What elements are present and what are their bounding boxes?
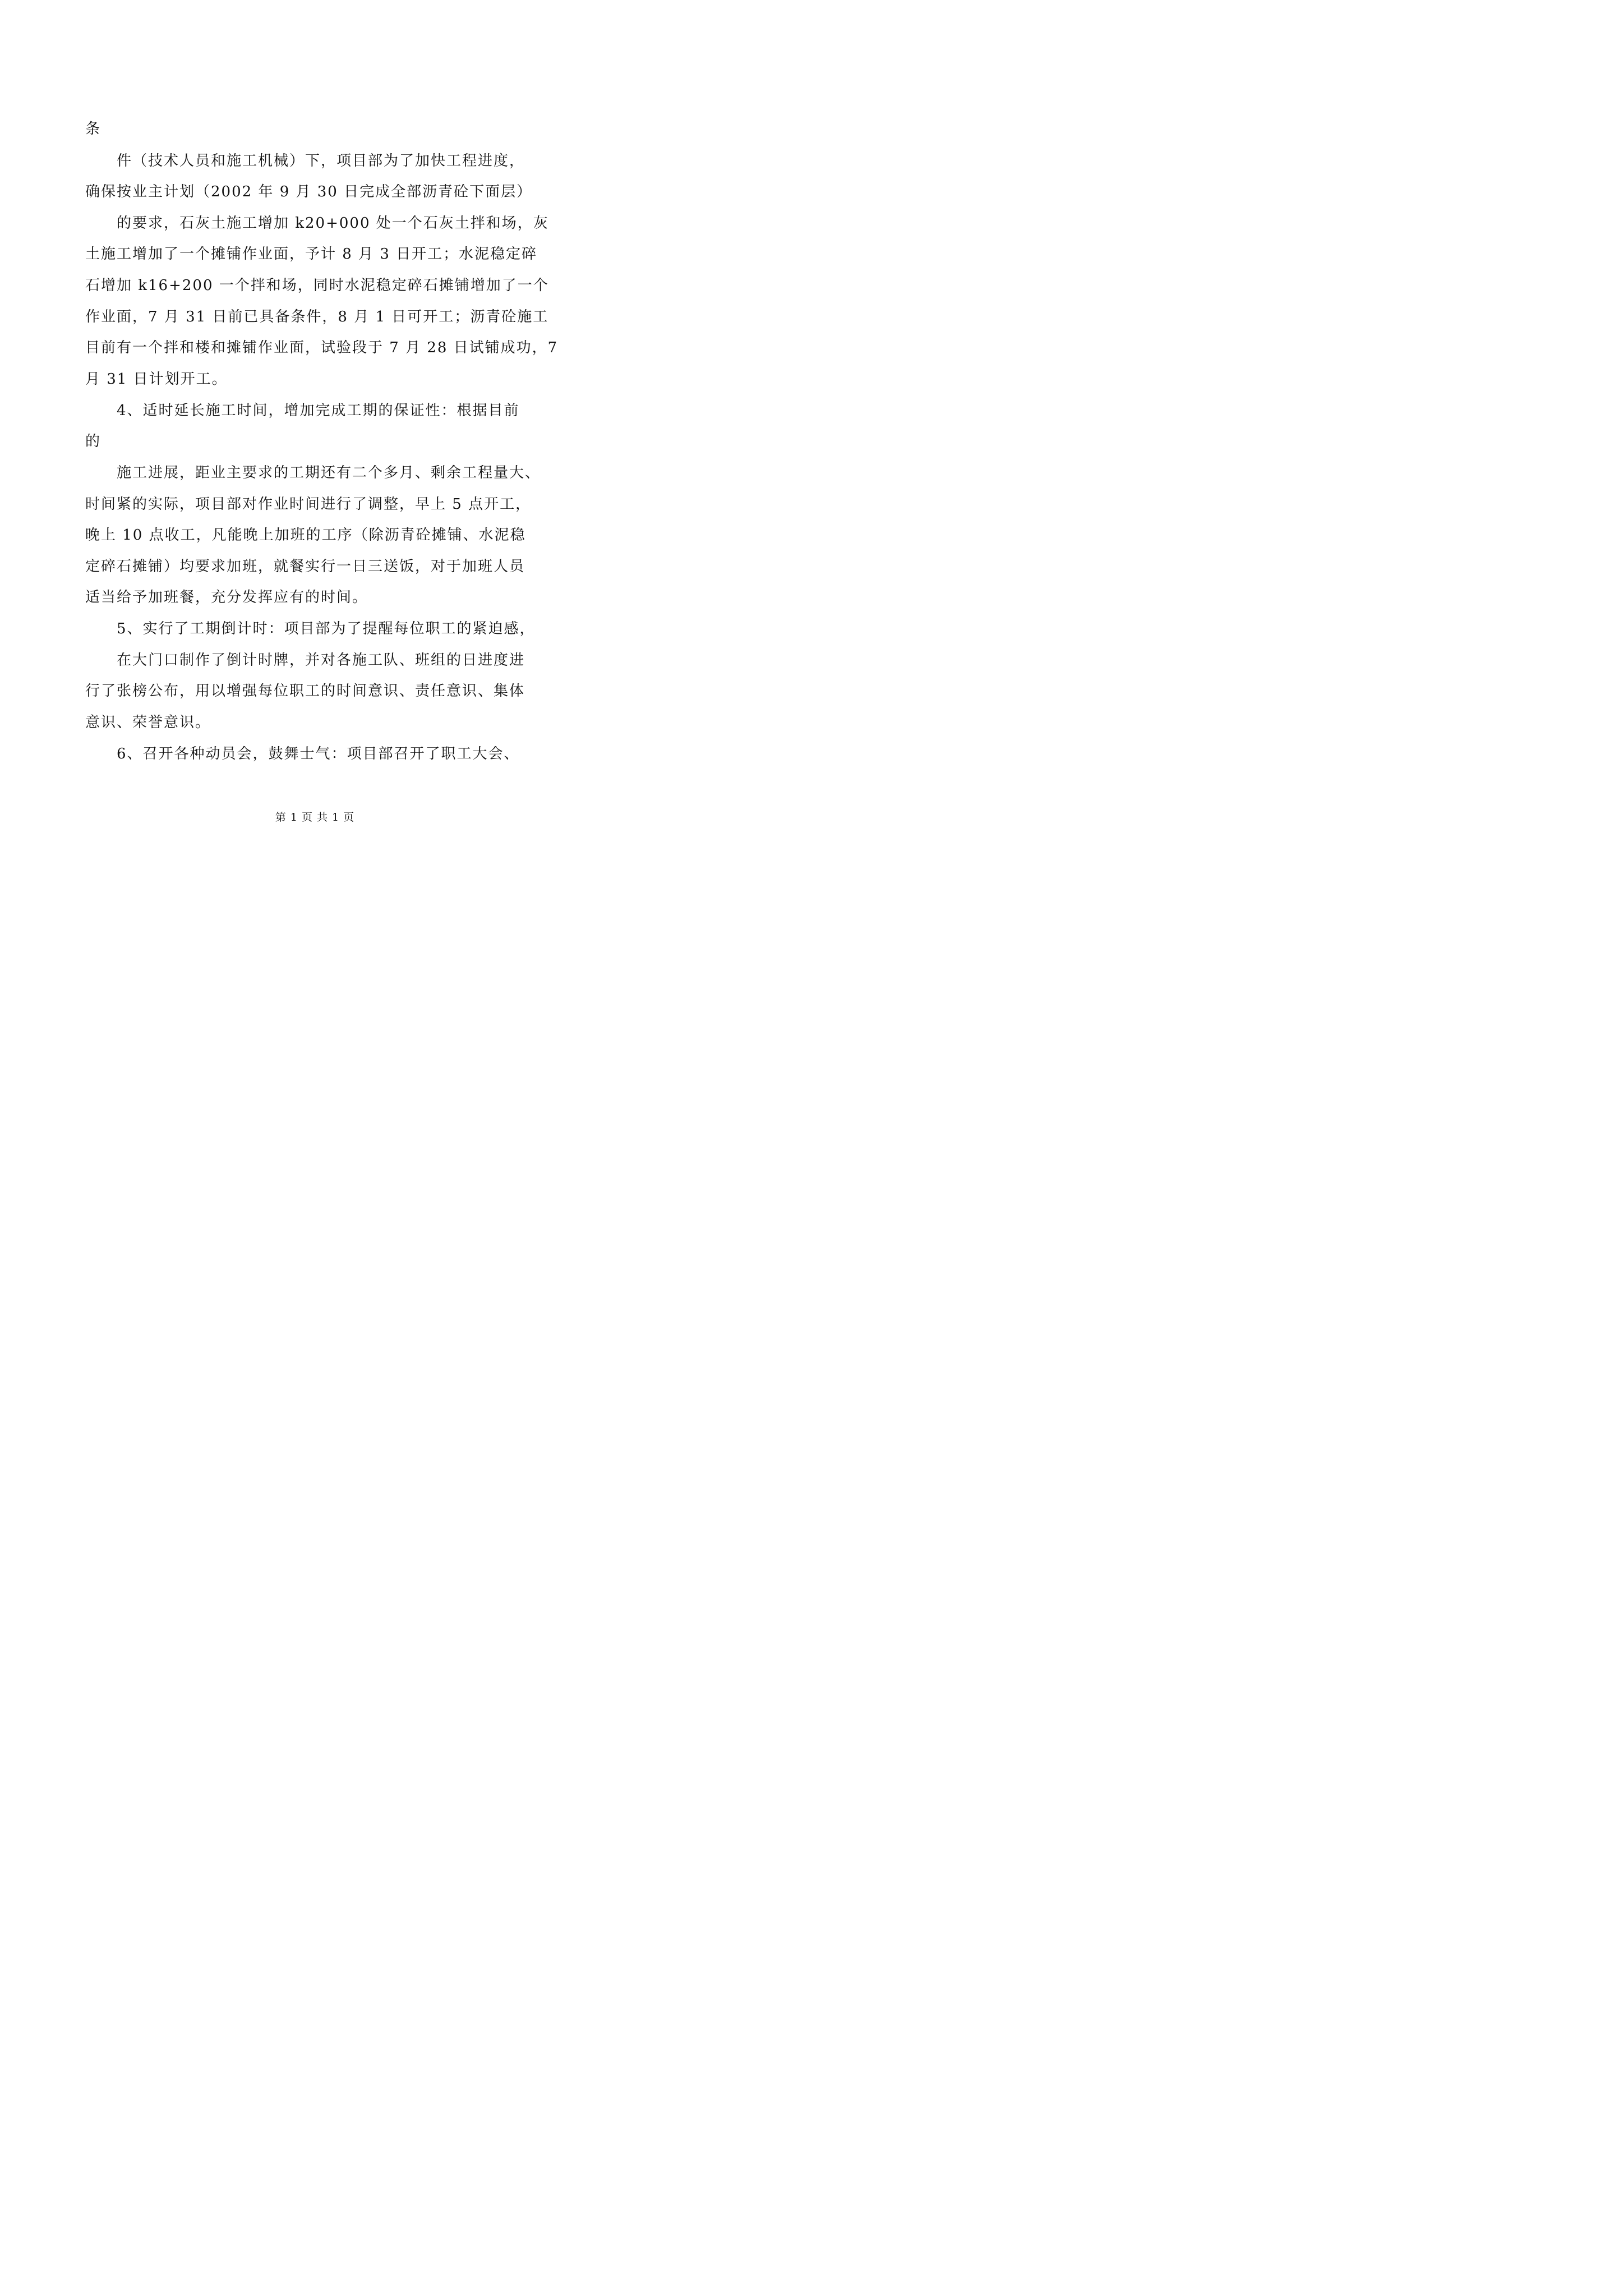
text-line: 石增加 k16+200 一个拌和场，同时水泥稳定碎石摊铺增加了一个 (85, 277, 549, 294)
text-line: 条 (85, 121, 102, 137)
text-line: 时间紧的实际，项目部对作业时间进行了调整，早上 5 点开工， (85, 496, 532, 513)
text-line: 适当给予加班餐，充分发挥应有的时间。 (85, 589, 368, 606)
text-line: 行了张榜公布，用以增强每位职工的时间意识、责任意识、集体 (85, 683, 525, 700)
text-line: 在大门口制作了倒计时牌，并对各施工队、班组的日进度进 (117, 652, 525, 669)
text-line: 意识、荣誉意识。 (85, 714, 211, 731)
text-line: 目前有一个拌和楼和摊铺作业面，试验段于 7 月 28 日试铺成功，7 (85, 339, 559, 356)
text-line: 施工进展，距业主要求的工期还有二个多月、剩余工程量大、 (117, 464, 541, 481)
text-line: 晚上 10 点收工，凡能晚上加班的工序（除沥青砼摊铺、水泥稳 (85, 527, 526, 544)
document-page (0, 0, 630, 891)
text-line: 月 31 日计划开工。 (85, 371, 228, 388)
text-line: 的要求，石灰土施工增加 k20+000 处一个石灰土拌和场，灰 (117, 215, 549, 232)
text-line: 土施工增加了一个摊铺作业面，予计 8 月 3 日开工；水泥稳定碎 (85, 246, 538, 263)
text-line: 5、实行了工期倒计时：项目部为了提醒每位职工的紧迫感， (117, 620, 536, 637)
text-line: 件（技术人员和施工机械）下，项目部为了加快工程进度， (117, 153, 525, 169)
text-line: 定碎石摊铺）均要求加班，就餐实行一日三送饭，对于加班人员 (85, 558, 525, 575)
page-number-footer: 第 1 页 共 1 页 (275, 811, 355, 823)
text-line: 4、适时延长施工时间，增加完成工期的保证性：根据目前 (117, 402, 520, 419)
text-line: 6、召开各种动员会，鼓舞士气：项目部召开了职工大会、 (117, 746, 520, 762)
text-line: 确保按业主计划（2002 年 9 月 30 日完成全部沥青砼下面层） (85, 183, 533, 200)
text-line: 的 (85, 433, 102, 450)
text-line: 作业面，7 月 31 日前已具备条件，8 月 1 日可开工；沥青砼施工 (85, 309, 549, 325)
